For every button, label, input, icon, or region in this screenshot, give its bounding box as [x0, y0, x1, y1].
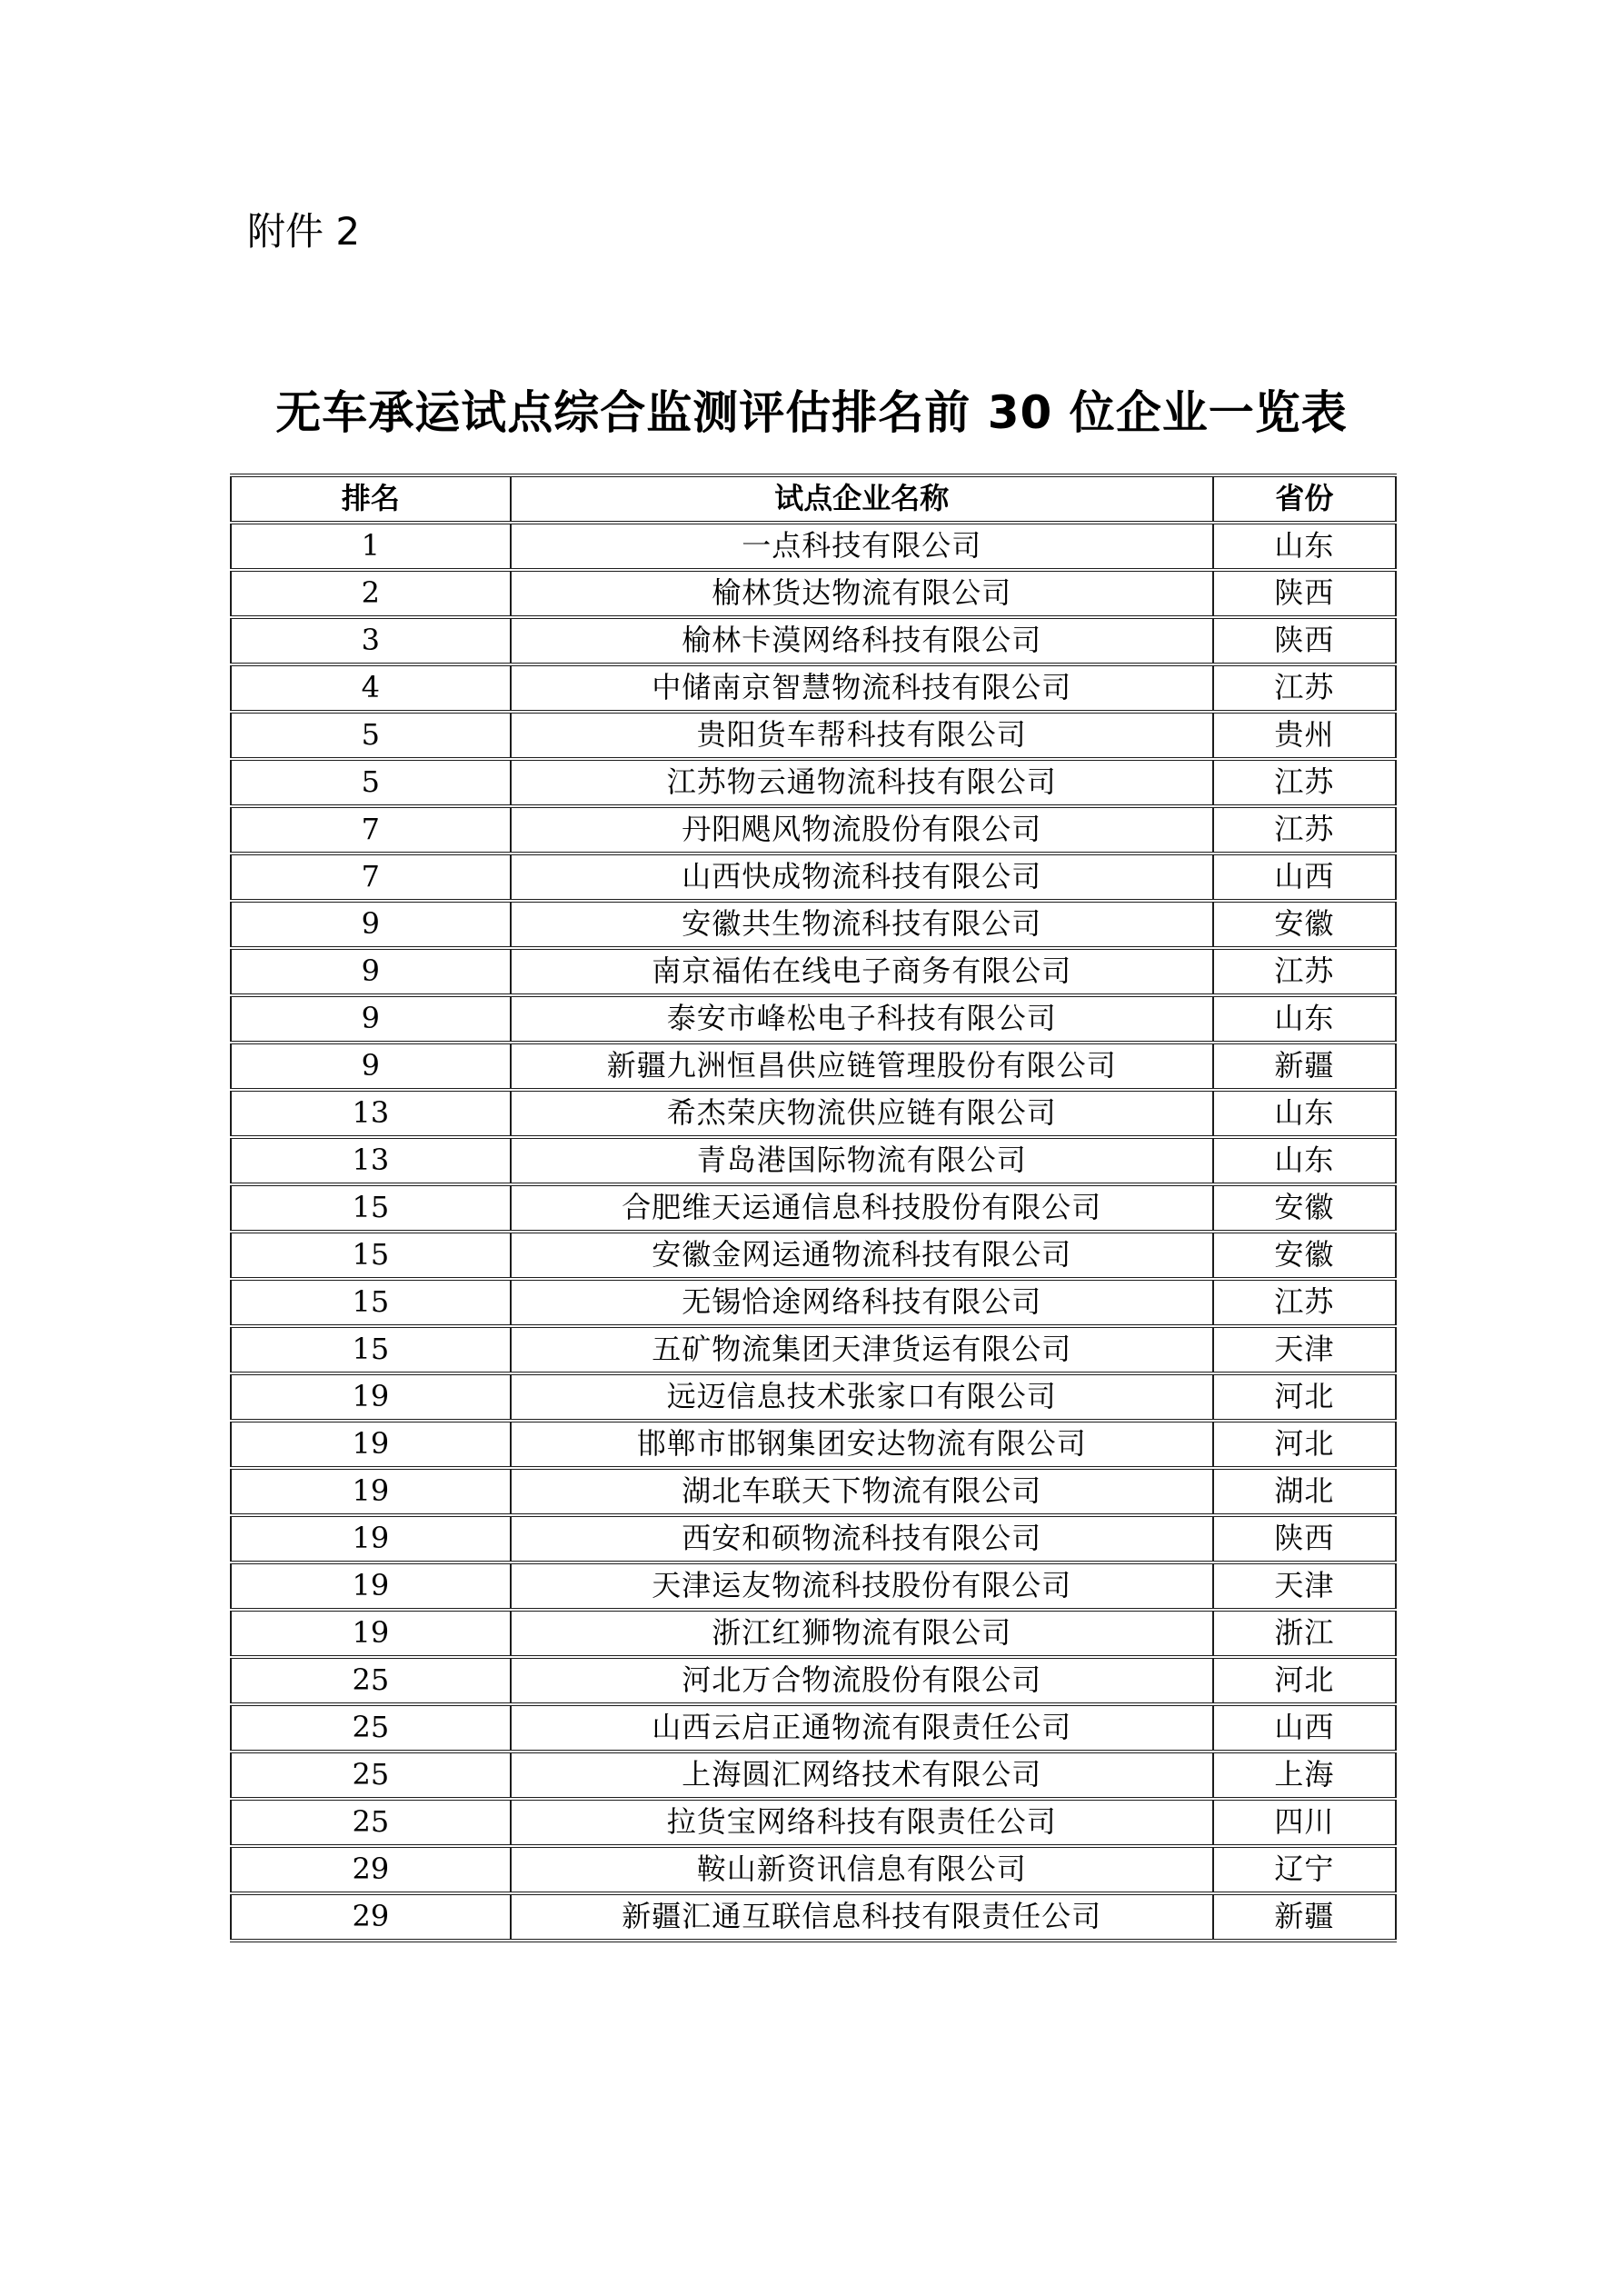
province-cell: 新疆: [1213, 1043, 1396, 1090]
table-row: [231, 1090, 1396, 1137]
province-cell: 上海: [1213, 1752, 1396, 1799]
table-row: [231, 1752, 1396, 1799]
province-cell: 江苏: [1213, 1279, 1396, 1326]
table-row: [231, 1043, 1396, 1090]
rank-cell: 7: [231, 806, 511, 854]
header-rank: 排名: [231, 475, 511, 523]
province-cell: 山东: [1213, 995, 1396, 1043]
rank-cell: 19: [231, 1421, 511, 1468]
rank-cell: 15: [231, 1279, 511, 1326]
header-province: 省份: [1213, 475, 1396, 523]
company-name-cell: 湖北车联天下物流有限公司: [511, 1468, 1213, 1515]
table-row: [231, 759, 1396, 806]
table-row: [231, 1326, 1396, 1373]
table-row: [231, 664, 1396, 712]
company-name-cell: 青岛港国际物流有限公司: [511, 1137, 1213, 1184]
rank-cell: 2: [231, 570, 511, 617]
header-company-name: 试点企业名称: [511, 475, 1213, 523]
province-cell: 山东: [1213, 1137, 1396, 1184]
table-row: [231, 617, 1396, 664]
rank-cell: 25: [231, 1752, 511, 1799]
rank-cell: 19: [231, 1373, 511, 1421]
rank-cell: 1: [231, 523, 511, 570]
rank-cell: 9: [231, 995, 511, 1043]
table-row: [231, 1468, 1396, 1515]
table-row: [231, 1373, 1396, 1421]
ranking-table: [230, 474, 1397, 1942]
table-row: [231, 1893, 1396, 1941]
rank-cell: 15: [231, 1232, 511, 1279]
province-cell: 河北: [1213, 1373, 1396, 1421]
rank-cell: 19: [231, 1610, 511, 1657]
table-row: [231, 1704, 1396, 1752]
company-name-cell: 安徽共生物流科技有限公司: [511, 901, 1213, 948]
rank-cell: 5: [231, 712, 511, 759]
province-cell: 安徽: [1213, 901, 1396, 948]
province-cell: 山东: [1213, 1090, 1396, 1137]
rank-cell: 9: [231, 1043, 511, 1090]
province-cell: 辽宁: [1213, 1846, 1396, 1893]
rank-cell: 29: [231, 1846, 511, 1893]
table-row: [231, 1279, 1396, 1326]
province-cell: 湖北: [1213, 1468, 1396, 1515]
rank-cell: 3: [231, 617, 511, 664]
company-name-cell: 安徽金网运通物流科技有限公司: [511, 1232, 1213, 1279]
table-row: [231, 1657, 1396, 1704]
rank-cell: 29: [231, 1893, 511, 1941]
rank-cell: 19: [231, 1562, 511, 1610]
province-cell: 新疆: [1213, 1893, 1396, 1941]
company-name-cell: 泰安市峰松电子科技有限公司: [511, 995, 1213, 1043]
table-row: [231, 1137, 1396, 1184]
company-name-cell: 榆林卡漠网络科技有限公司: [511, 617, 1213, 664]
province-cell: 安徽: [1213, 1232, 1396, 1279]
rank-cell: 19: [231, 1515, 511, 1562]
province-cell: 贵州: [1213, 712, 1396, 759]
company-name-cell: 上海圆汇网络技术有限公司: [511, 1752, 1213, 1799]
province-cell: 江苏: [1213, 759, 1396, 806]
province-cell: 安徽: [1213, 1184, 1396, 1232]
rank-cell: 5: [231, 759, 511, 806]
page-title: 无车承运试点综合监测评估排名前 30 位企业一览表: [275, 386, 1348, 439]
company-name-cell: 浙江红狮物流有限公司: [511, 1610, 1213, 1657]
company-name-cell: 河北万合物流股份有限公司: [511, 1657, 1213, 1704]
company-name-cell: 贵阳货车帮科技有限公司: [511, 712, 1213, 759]
rank-cell: 13: [231, 1137, 511, 1184]
company-name-cell: 南京福佑在线电子商务有限公司: [511, 948, 1213, 995]
company-name-cell: 西安和硕物流科技有限公司: [511, 1515, 1213, 1562]
table-body: [231, 523, 1396, 1941]
table-row: [231, 1515, 1396, 1562]
province-cell: 天津: [1213, 1562, 1396, 1610]
rank-cell: 4: [231, 664, 511, 712]
company-name-cell: 中储南京智慧物流科技有限公司: [511, 664, 1213, 712]
table-row: [231, 901, 1396, 948]
company-name-cell: 一点科技有限公司: [511, 523, 1213, 570]
rank-cell: 9: [231, 901, 511, 948]
province-cell: 山东: [1213, 523, 1396, 570]
province-cell: 陕西: [1213, 570, 1396, 617]
table-row: [231, 948, 1396, 995]
company-name-cell: 远迈信息技术张家口有限公司: [511, 1373, 1213, 1421]
province-cell: 天津: [1213, 1326, 1396, 1373]
table-row: [231, 1562, 1396, 1610]
rank-cell: 25: [231, 1657, 511, 1704]
table-row: [231, 570, 1396, 617]
province-cell: 山西: [1213, 1704, 1396, 1752]
table-row: [231, 1799, 1396, 1846]
province-cell: 河北: [1213, 1421, 1396, 1468]
company-name-cell: 山西云启正通物流有限责任公司: [511, 1704, 1213, 1752]
table-row: [231, 1610, 1396, 1657]
province-cell: 江苏: [1213, 806, 1396, 854]
table-row: [231, 806, 1396, 854]
province-cell: 浙江: [1213, 1610, 1396, 1657]
company-name-cell: 希杰荣庆物流供应链有限公司: [511, 1090, 1213, 1137]
province-cell: 江苏: [1213, 948, 1396, 995]
rank-cell: 25: [231, 1704, 511, 1752]
table-row: [231, 854, 1396, 901]
company-name-cell: 鞍山新资讯信息有限公司: [511, 1846, 1213, 1893]
table-row: [231, 1232, 1396, 1279]
table-row: [231, 523, 1396, 570]
company-name-cell: 无锡恰途网络科技有限公司: [511, 1279, 1213, 1326]
company-name-cell: 丹阳飓风物流股份有限公司: [511, 806, 1213, 854]
rank-cell: 15: [231, 1326, 511, 1373]
rank-cell: 7: [231, 854, 511, 901]
province-cell: 四川: [1213, 1799, 1396, 1846]
company-name-cell: 邯郸市邯钢集团安达物流有限公司: [511, 1421, 1213, 1468]
table-row: [231, 995, 1396, 1043]
rank-cell: 15: [231, 1184, 511, 1232]
company-name-cell: 江苏物云通物流科技有限公司: [511, 759, 1213, 806]
company-name-cell: 新疆九洲恒昌供应链管理股份有限公司: [511, 1043, 1213, 1090]
company-name-cell: 拉货宝网络科技有限责任公司: [511, 1799, 1213, 1846]
province-cell: 陕西: [1213, 1515, 1396, 1562]
province-cell: 河北: [1213, 1657, 1396, 1704]
company-name-cell: 天津运友物流科技股份有限公司: [511, 1562, 1213, 1610]
company-name-cell: 山西快成物流科技有限公司: [511, 854, 1213, 901]
rank-cell: 25: [231, 1799, 511, 1846]
table-row: [231, 712, 1396, 759]
province-cell: 山西: [1213, 854, 1396, 901]
company-name-cell: 合肥维天运通信息科技股份有限公司: [511, 1184, 1213, 1232]
table-header-row: [231, 475, 1396, 523]
company-name-cell: 新疆汇通互联信息科技有限责任公司: [511, 1893, 1213, 1941]
table-row: [231, 1846, 1396, 1893]
attachment-label: 附件 2: [247, 209, 361, 254]
rank-cell: 13: [231, 1090, 511, 1137]
table-row: [231, 1421, 1396, 1468]
rank-cell: 9: [231, 948, 511, 995]
province-cell: 陕西: [1213, 617, 1396, 664]
rank-cell: 19: [231, 1468, 511, 1515]
company-name-cell: 五矿物流集团天津货运有限公司: [511, 1326, 1213, 1373]
table-row: [231, 1184, 1396, 1232]
company-name-cell: 榆林货达物流有限公司: [511, 570, 1213, 617]
province-cell: 江苏: [1213, 664, 1396, 712]
